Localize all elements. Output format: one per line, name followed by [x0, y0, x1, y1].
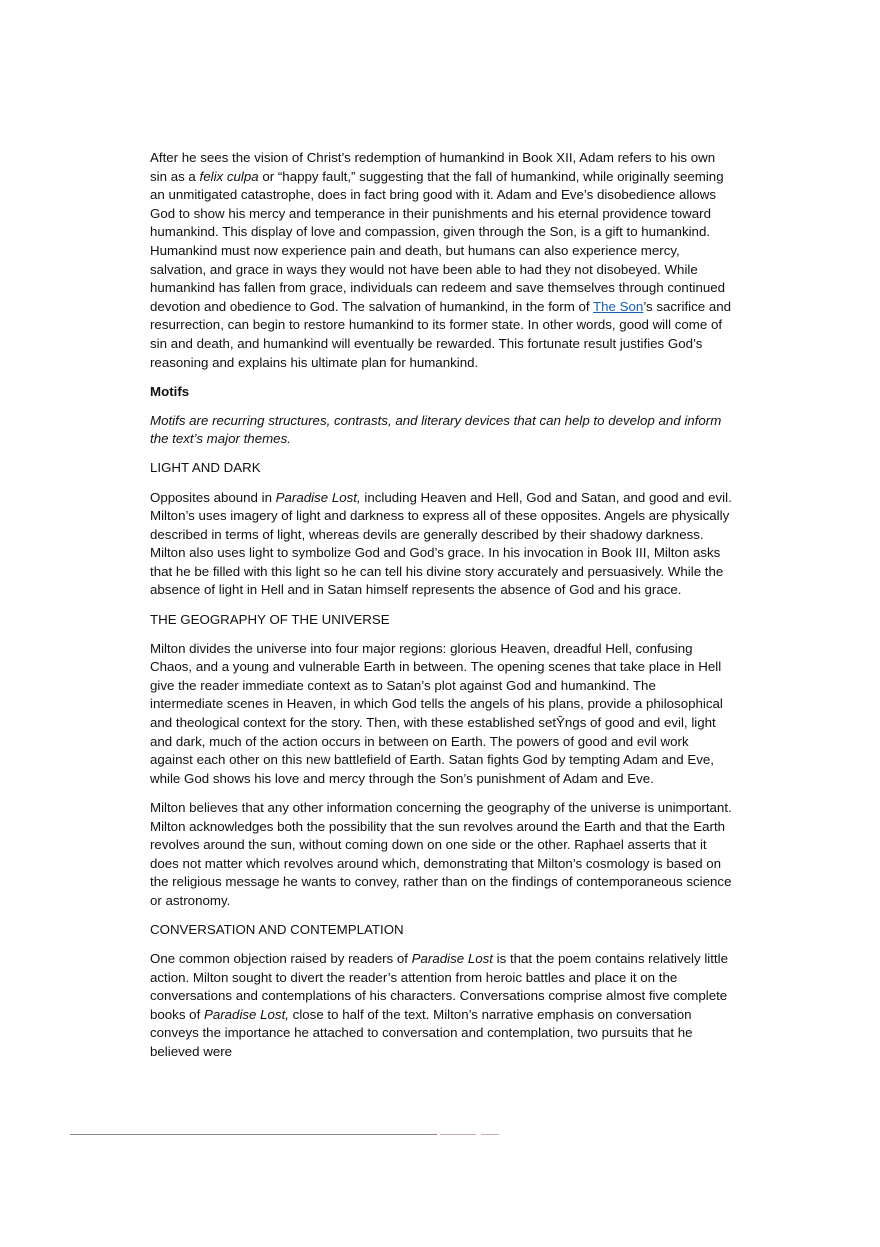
footer-divider-segment	[440, 1134, 476, 1135]
geography-heading: THE GEOGRAPHY OF THE UNIVERSE	[150, 611, 390, 627]
paragraph-light-dark: Opposites abound in Paradise Lost, including Heaven and Hell, God and Satan, and good and evil. Milton’s uses imagery of light and darkness to express all of these opposites. Angels are physically described in terms of light, whereas devils are generally described by their shadowy darkness. Milton also uses light to symbolize God and God’s grace. In his invocation in Book III, Milton asks that he be filled with this light so he can tell his divine story accurately and persuasively. While the absence of light in Hell and in Satan himself represents the absence of God and his grace.	[150, 489, 732, 598]
paragraph-cosmology: Milton believes that any other information concerning the geography of the universe is unimportant. Milton acknowledges both the possibility that the sun revolves around the Earth and that the Earth revolves around the sun, without coming down on one side or the other. Raphael asserts that it does not matter which revolves around which, demonstrating that Milton’s cosmology is based on the religious message he wants to convey, rather than on the findings of contemporaneous science or astronomy.	[150, 799, 732, 908]
conversation-heading: CONVERSATION AND CONTEMPLATION	[150, 921, 404, 937]
paragraph-geography: Milton divides the universe into four major regions: glorious Heaven, dreadful Hell, confusing Chaos, and a young and vulnerable Earth in between. The opening scenes that take place in Hell give the reader immediate context as to Satan’s plot against God and humankind. The intermediate scenes in Heaven, in which God tells the angels of his plans, provide a philosophical and theological context for the story. Then, with these established setŶngs of good and evil, light and dark, much of the action occurs in between on Earth. The powers of good and evil work against each other on this new battlefield of Earth. Satan fights God by tempting Adam and Eve, while God shows his love and mercy through the Son’s punishment of Adam and Eve.	[150, 640, 723, 786]
footer-divider	[70, 1134, 437, 1135]
paragraph-conversation: One common objection raised by readers of Paradise Lost is that the poem contains relatively little action. Milton sought to divert the reader’s attention from heroic battles and place it on the conversations and contemplations of his characters. Conversations comprise almost five complete books of Paradise Lost, close to half of the text. Milton’s narrative emphasis on conversation conveys the importance he attached to conversation and contemplation, two pursuits that he believed were	[150, 951, 728, 1060]
motifs-heading: Motifs	[150, 383, 190, 399]
motifs-intro: Motifs are recurring structures, contrasts, and literary devices that can help to develop and inform the text’s major themes.	[150, 412, 722, 447]
paragraph-felix-culpa: After he sees the vision of Christ’s redemption of humankind in Book XII, Adam refers to his own sin as a felix culpa or “happy fault,” suggesting that the fall of humankind, while originally seeming an unmitigated catastrophe, does in fact bring good with it. Adam and Eve’s disobedience allows God to show his mercy and temperance in their punishments and his eternal providence toward humankind. This display of love and compassion, given through the Son, is a gift to humankind. Humankind must now experience pain and death, but humans can also experience mercy, salvation, and grace in ways they would not have been able to had they not disobeyed. While humankind has fallen from grace, individuals can redeem and save themselves through continued devotion and obedience to God. The salvation of humankind, in the form of The Son’s sacrifice and resurrection, can begin to restore humankind to its former state. In other words, good will come of sin and death, and humankind will eventually be rewarded. This fortunate result justifies God’s reasoning and explains his ultimate plan for humankind.	[150, 150, 732, 370]
the-son-link[interactable]: The Son	[593, 298, 644, 314]
light-and-dark-heading: LIGHT AND DARK	[150, 460, 261, 476]
footer-divider-segment	[481, 1134, 499, 1135]
document-page	[150, 149, 732, 1072]
